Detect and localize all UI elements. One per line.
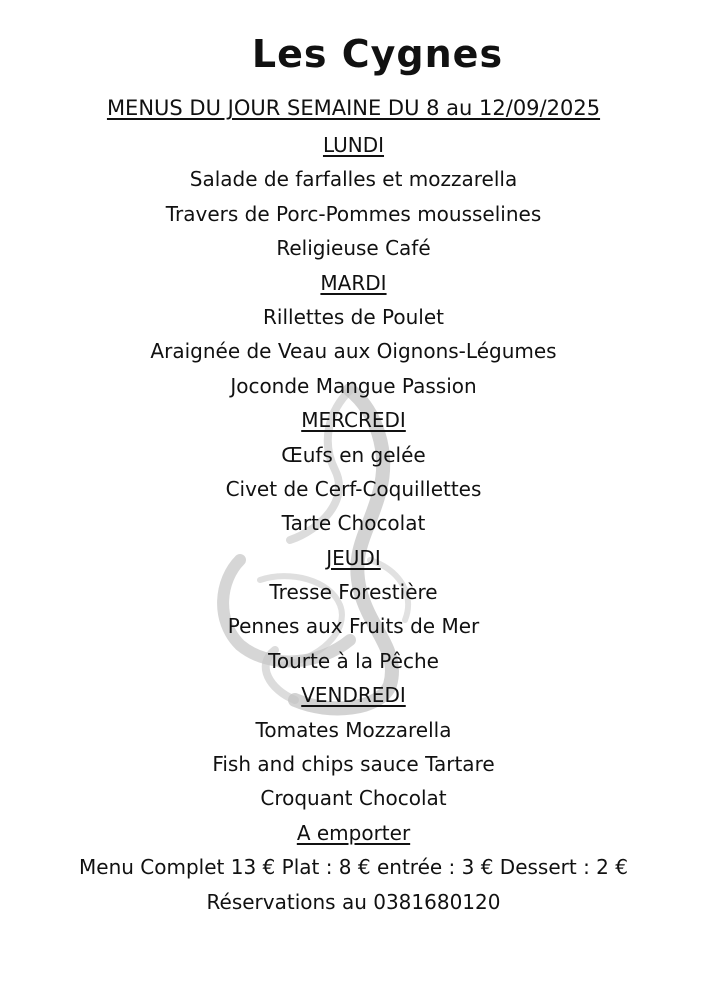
menu-item: Travers de Porc-Pommes mousselines [165, 201, 542, 226]
menu-item: Religieuse Café [276, 236, 431, 261]
day-friday [0, 678, 707, 816]
day-tuesday [0, 266, 707, 404]
day-heading: MARDI [320, 270, 387, 295]
takeaway-prices: Menu Complet 13 € Plat : 8 € entrée : 3 € Dessert : 2 € [79, 855, 628, 880]
day-heading: LUNDI [322, 133, 385, 157]
menu-item: Civet de Cerf-Coquillettes [225, 476, 482, 501]
takeaway-section [0, 816, 707, 919]
menu-item: Tarte Chocolat [281, 511, 426, 536]
day-heading: VENDREDI [301, 683, 406, 708]
weekly-menu [0, 128, 707, 919]
menu-item: Araignée de Veau aux Oignons-Légumes [150, 339, 557, 364]
day-heading: MERCREDI [301, 408, 406, 433]
menu-item: Pennes aux Fruits de Mer [227, 614, 480, 639]
menu-item: Joconde Mangue Passion [230, 373, 477, 398]
day-monday [0, 128, 707, 266]
menu-item: Fish and chips sauce Tartare [212, 752, 495, 777]
takeaway-heading: A emporter [296, 820, 411, 845]
day-wednesday [0, 403, 707, 541]
menu-item: Œufs en gelée [281, 442, 426, 467]
menu-item: Tomates Mozzarella [255, 717, 452, 742]
menu-week-heading: MENUS DU JOUR SEMAINE DU 8 au 12/09/2025 [106, 96, 601, 120]
menu-item: Rillettes de Poulet [263, 304, 444, 329]
reservation-phone: Réservations au 0381680120 [206, 889, 501, 914]
day-thursday [0, 541, 707, 679]
day-heading: JEUDI [326, 545, 381, 570]
menu-item: Tresse Forestière [269, 580, 438, 605]
page-title: Les Cygnes [251, 32, 504, 76]
menu-item: Tourte à la Pêche [268, 648, 439, 673]
menu-item: Croquant Chocolat [260, 786, 447, 811]
menu-item: Salade de farfalles et mozzarella [189, 167, 518, 192]
